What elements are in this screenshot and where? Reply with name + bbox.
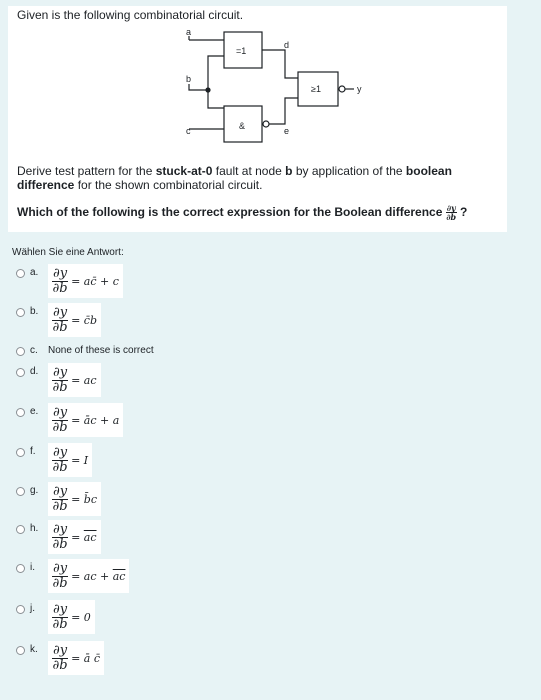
answer-option-d[interactable]: d. $\frac{\partial y}{\partial b}$ = ac: [16, 363, 101, 397]
xor-gate-label: =1: [236, 46, 247, 56]
answer-formula: $\frac{\partial y}{\partial b}$ = $\overline{ac}$: [48, 520, 101, 554]
node-label-d: d: [284, 40, 290, 50]
junction-dot: [205, 87, 210, 92]
radio-button[interactable]: [16, 347, 25, 356]
question-prompt: Which of the following is the correct expression for the Boolean difference $\frac{\partial y}{\partial b}$ ?: [17, 203, 468, 223]
answer-formula: $\frac{\partial y}{\partial b}$ = c̄b: [48, 303, 101, 337]
answer-formula: $\frac{\partial y}{\partial b}$ = ā c̄: [48, 641, 104, 675]
input-label-a: a: [186, 27, 192, 37]
answer-option-i[interactable]: i. $\frac{\partial y}{\partial b}$ = ac + $\overline{ac}$: [16, 559, 129, 593]
radio-button[interactable]: [16, 646, 25, 655]
answer-option-c[interactable]: c. None of these is correct: [16, 342, 154, 356]
radio-button[interactable]: [16, 408, 25, 417]
or-gate-inversion-bubble: [339, 86, 345, 92]
radio-button[interactable]: [16, 487, 25, 496]
radio-button[interactable]: [16, 308, 25, 317]
radio-button[interactable]: [16, 605, 25, 614]
answer-option-f[interactable]: f. $\frac{\partial y}{\partial b}$ = I: [16, 443, 92, 477]
wire-b-upper: [189, 56, 224, 90]
question-box: [8, 6, 507, 232]
wire-e: [269, 98, 298, 124]
and-gate-inversion-bubble: [263, 121, 269, 127]
radio-button[interactable]: [16, 564, 25, 573]
or-gate-label: ≥1: [311, 84, 321, 94]
answer-formula: $\frac{\partial y}{\partial b}$ = āc + a: [48, 403, 123, 437]
answer-prompt: Wählen Sie eine Antwort:: [12, 247, 124, 258]
answer-formula: $\frac{\partial y}{\partial b}$ = I: [48, 443, 92, 477]
answer-formula: $\frac{\partial y}{\partial b}$ = ac̄ + c: [48, 264, 123, 298]
node-label-e: e: [284, 126, 290, 136]
input-label-c: c: [186, 126, 191, 136]
answer-option-a[interactable]: a. $\frac{\partial y}{\partial b}$ = ac̄ + c: [16, 264, 123, 298]
circuit-diagram: [168, 26, 368, 151]
answer-formula: $\frac{\partial y}{\partial b}$ = ac: [48, 363, 101, 397]
radio-button[interactable]: [16, 368, 25, 377]
answer-formula: $\frac{\partial y}{\partial b}$ = 0: [48, 600, 95, 634]
answer-option-b[interactable]: b. $\frac{\partial y}{\partial b}$ = c̄b: [16, 303, 101, 337]
derivative-fraction: $\frac{\partial y}{\partial b}$: [446, 203, 457, 223]
answer-option-j[interactable]: j. $\frac{\partial y}{\partial b}$ = 0: [16, 600, 95, 634]
answer-option-e[interactable]: e. $\frac{\partial y}{\partial b}$ = āc + a: [16, 403, 123, 437]
output-label-y: y: [357, 84, 362, 94]
radio-button[interactable]: [16, 448, 25, 457]
answer-option-g[interactable]: g. $\frac{\partial y}{\partial b}$ = b̄c: [16, 482, 101, 516]
question-intro: Given is the following combinatorial circuit.: [17, 8, 244, 22]
radio-button[interactable]: [16, 525, 25, 534]
question-body: Derive test pattern for the stuck-at-0 fault at node b by application of the boolean difference for the shown combinatorial circuit.: [17, 164, 452, 192]
answer-formula: $\frac{\partial y}{\partial b}$ = ac + $\overline{ac}$: [48, 559, 129, 593]
and-gate-label: &: [239, 121, 246, 131]
wire-b-lower: [208, 90, 224, 108]
answer-option-k[interactable]: k. $\frac{\partial y}{\partial b}$ = ā c̄: [16, 641, 104, 675]
answer-formula: $\frac{\partial y}{\partial b}$ = b̄c: [48, 482, 101, 516]
radio-button[interactable]: [16, 269, 25, 278]
input-label-b: b: [186, 74, 192, 84]
answer-text: None of these is correct: [48, 345, 154, 356]
wire-d: [262, 50, 298, 78]
answer-option-h[interactable]: h. $\frac{\partial y}{\partial b}$ = $\overline{ac}$: [16, 520, 101, 554]
